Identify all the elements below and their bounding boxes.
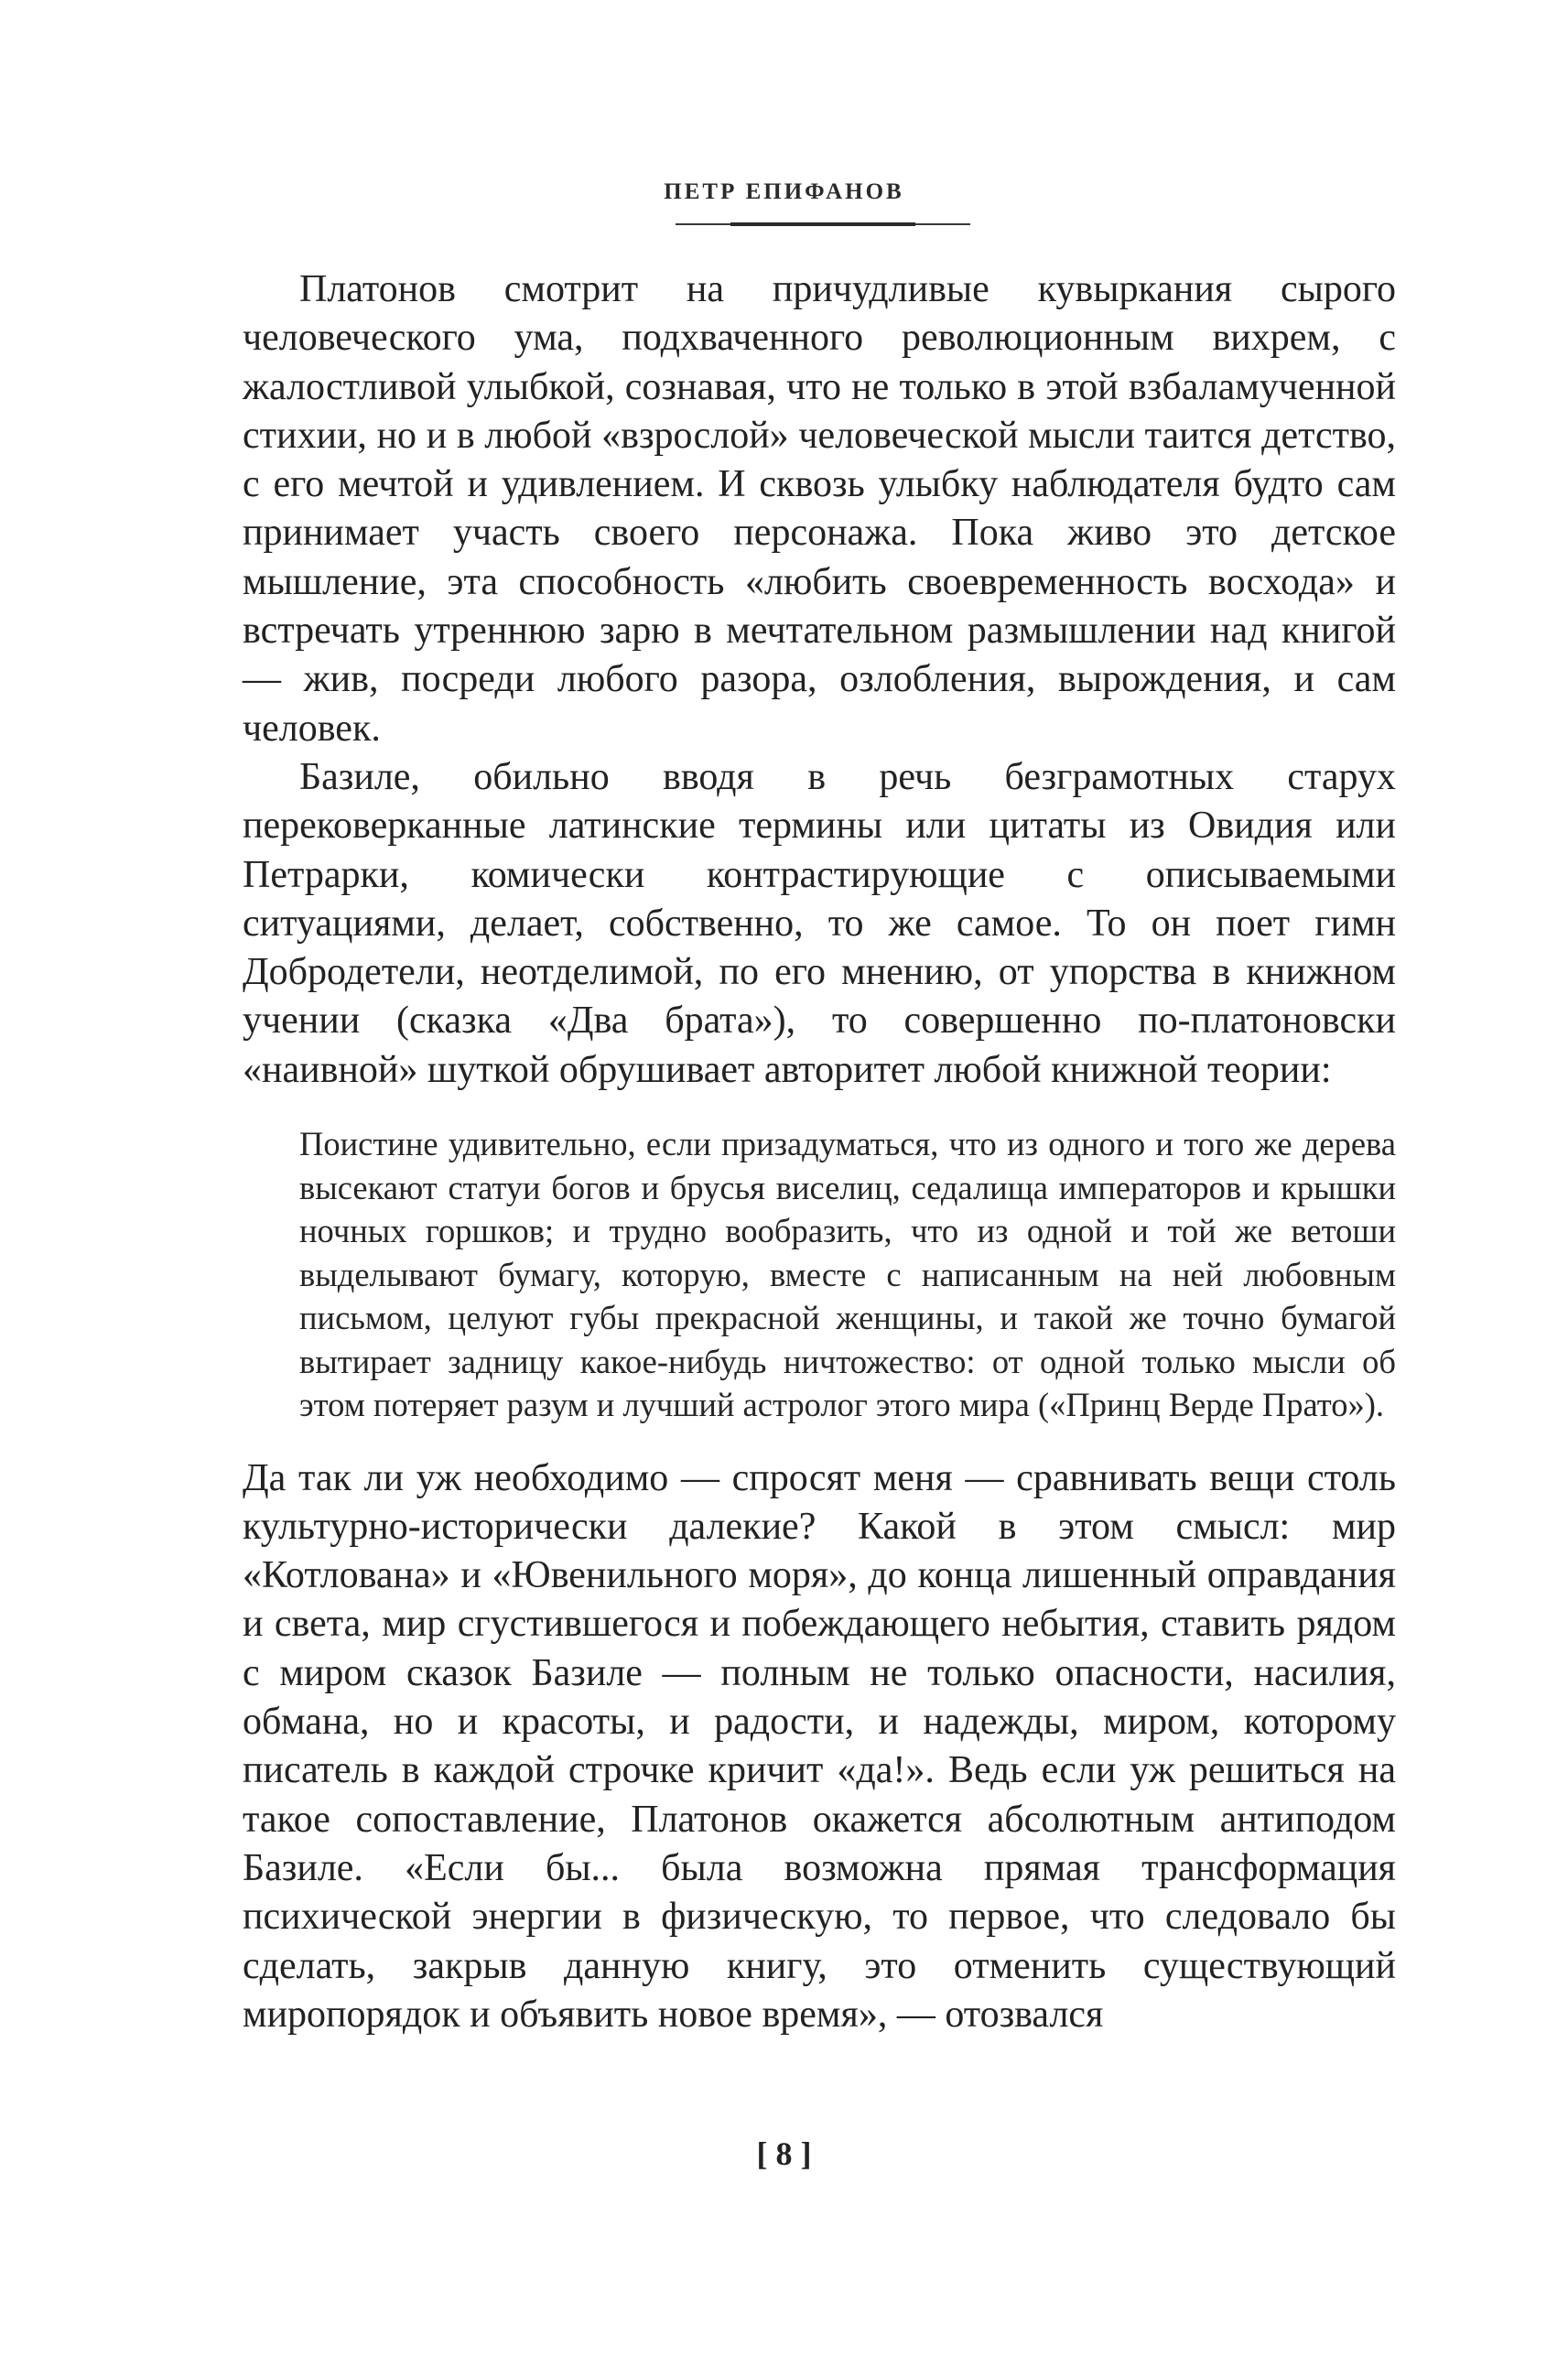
page-number: [ 8 ]: [756, 2135, 812, 2172]
paragraph-2: Базиле, обильно вводя в речь безграмотных старух перековерканные латинские термины или цитаты из Овидия или Петрарки, комически контрастирующие с описываемыми ситуациями, делает, собственно, то же самое. То он поет гимн Добродетели, неотделимой, по его мнению, от упорства в книжном учении (сказка «Два брата»), то совершенно по-платоновски «наивной» шуткой обрушивает авторитет любой книжной теории:: [243, 755, 1396, 1091]
header-rule: [676, 223, 970, 225]
paragraph-3: Да так ли уж необходимо — спросят меня — сравнивать вещи столь культурно-исторически далекие? Какой в этом смысл: мир «Котлована» и «Ювенильного моря», до конца лишенный оправдания и света, мир сгустившегося и побеждающего небытия, ставить рядом с миром сказок Базиле — полным не только опасности, насилия, обмана, но и красоты, и радости, и надежды, миром, которому писатель в каждой строчке кричит «да!». Ведь если уж решиться на такое сопоставление, Платонов окажется абсолютным антиподом Базиле. «Если бы... была возможна прямая трансформация психической энергии в физическую, то первое, что следовало бы сделать, закрыв данную книгу, это отменить существующий миропорядок и объявить новое время», — отозвался: [243, 1456, 1396, 2036]
block-quote: Поистине удивительно, если призадуматься, что из одного и того же дерева высекают статуи богов и брусья виселиц, седалища императоров и крышки ночных горшков; и трудно вообразить, что из одной и той же ветоши выделывают бумагу, которую, вместе с написанным на ней любовным письмом, целуют губы прекрасной женщины, и такой же точно бумагой вытирает задницу какое-нибудь ничтожество: от одной только мысли об этом потеряет разум и лучший астролог этого мира («Принц Верде Прато»).: [299, 1125, 1396, 1424]
page-body: [243, 265, 1396, 2039]
running-head-author: ПЕТР ЕПИФАНОВ: [664, 179, 904, 204]
paragraph-1: Платонов смотрит на причудливые кувыркания сырого человеческого ума, подхваченного революционным вихрем, с жалостливой улыбкой, сознавая, что не только в этой взбаламученной стихии, но и в любой «взрослой» человеческой мысли таится детство, с его мечтой и удивлением. И сквозь улыбку наблюдателя будто сам принимает участь своего персонажа. Пока живо это детское мышление, эта способность «любить своевременность восхода» и встречать утреннюю зарю в мечтательном размышлении над книгой — жив, посреди любого разора, озлобления, вырождения, и сам человек.: [243, 268, 1396, 750]
page-header: [0, 179, 1568, 205]
